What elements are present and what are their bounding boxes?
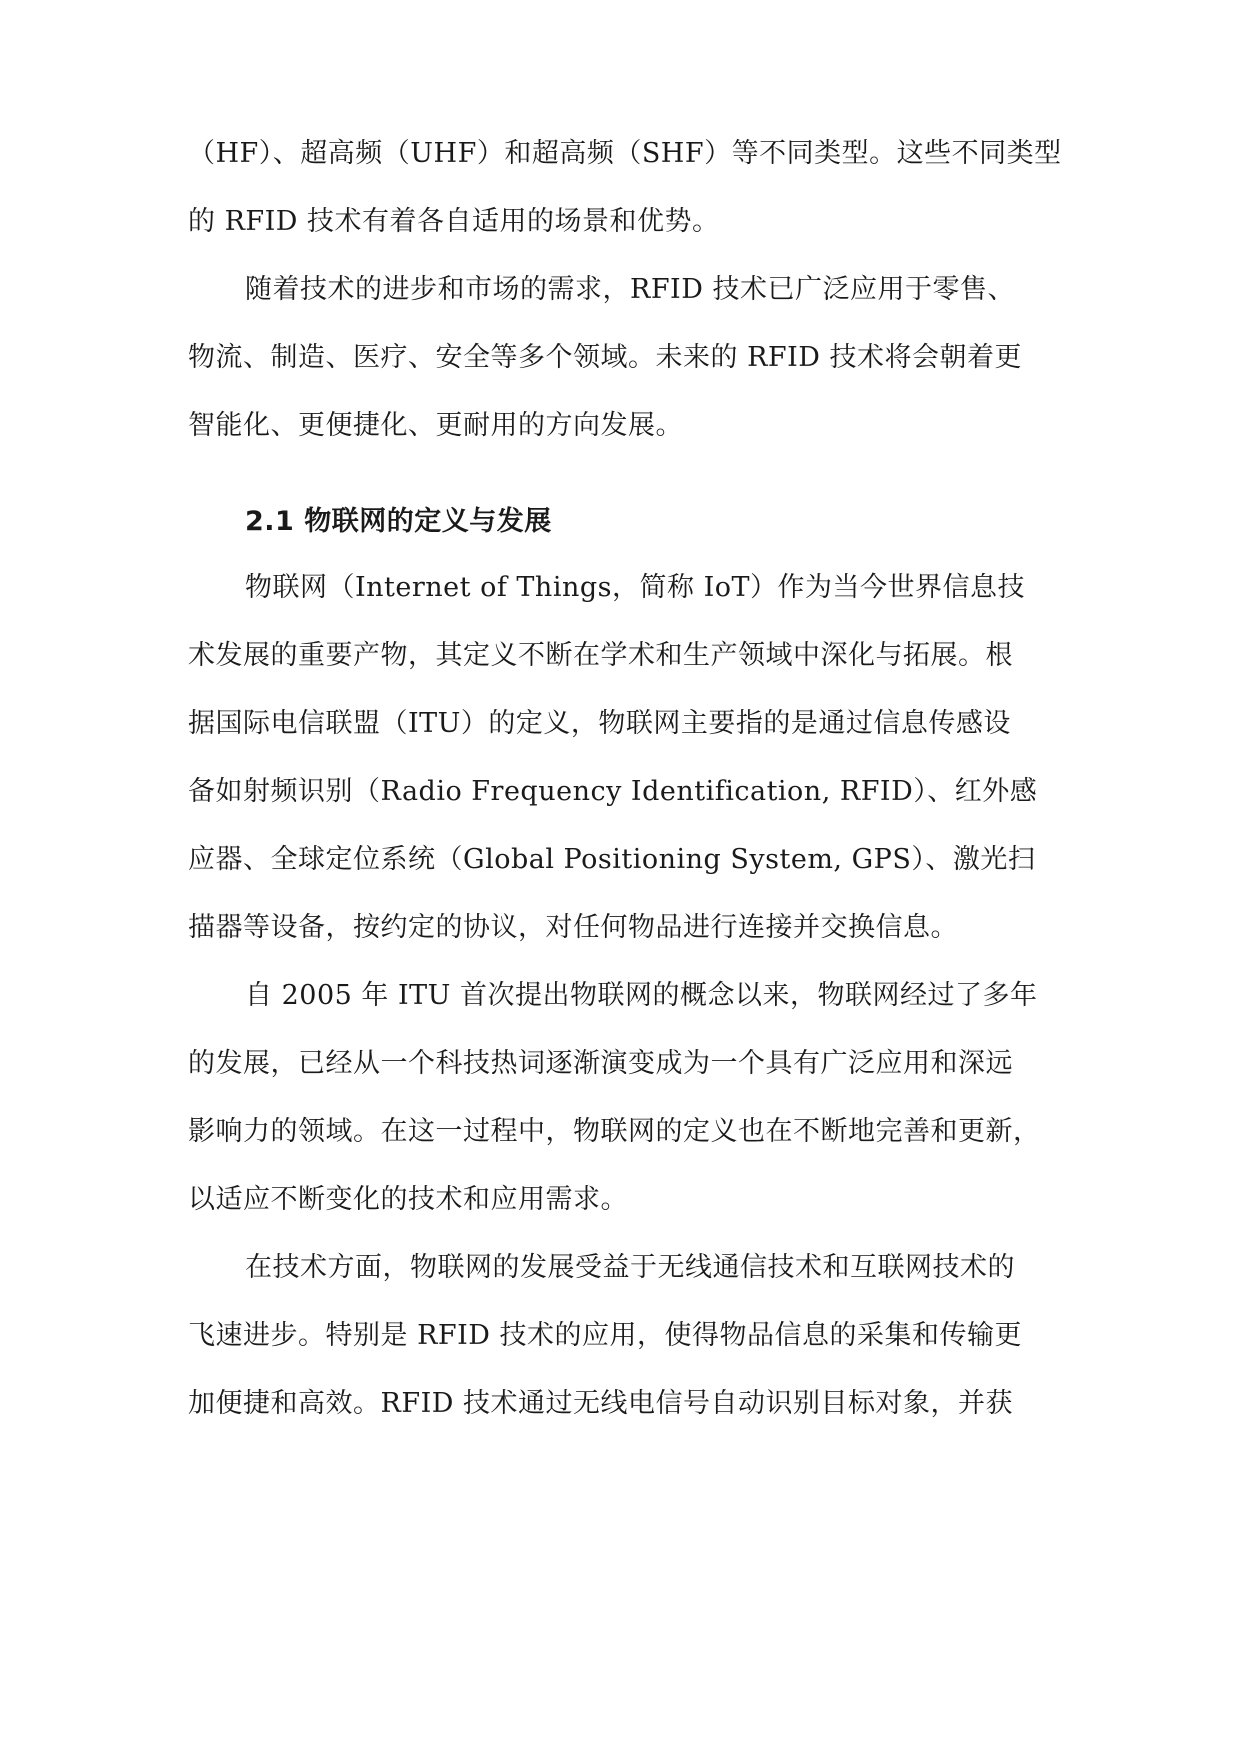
paragraph-line: 飞速进步。特别是 RFID 技术的应用，使得物品信息的采集和传输更 (188, 1320, 1023, 1351)
paragraph-line: 的 RFID 技术有着各自适用的场景和优势。 (188, 206, 720, 237)
paragraph-line: 的发展，已经从一个科技热词逐渐演变成为一个具有广泛应用和深远 (188, 1048, 1013, 1079)
paragraph-line: 以适应不断变化的技术和应用需求。 (188, 1184, 628, 1215)
paragraph-line: 随着技术的进步和市场的需求，RFID 技术已广泛应用于零售、 (245, 274, 1015, 305)
paragraph-line: 影响力的领域。在这一过程中，物联网的定义也在不断地完善和更新， (188, 1116, 1041, 1147)
paragraph-line: 加便捷和高效。RFID 技术通过无线电信号自动识别目标对象，并获 (188, 1388, 1013, 1419)
paragraph-line: 术发展的重要产物，其定义不断在学术和生产领域中深化与拓展。根 (188, 640, 1013, 671)
paragraph-line: 自 2005 年 ITU 首次提出物联网的概念以来，物联网经过了多年 (245, 980, 1038, 1011)
paragraph-line: 应器、全球定位系统（Global Positioning System, GPS）、激光扫 (188, 844, 1036, 875)
paragraph-line: 物联网（Internet of Things，简称 IoT）作为当今世界信息技 (245, 572, 1025, 603)
paragraph-line: （HF）、超高频（UHF）和超高频（SHF）等不同类型。这些不同类型 (188, 138, 1062, 169)
paragraph-line: 智能化、更便捷化、更耐用的方向发展。 (188, 410, 683, 441)
paragraph-line: 描器等设备，按约定的协议，对任何物品进行连接并交换信息。 (188, 912, 958, 943)
paragraph-line: 物流、制造、医疗、安全等多个领域。未来的 RFID 技术将会朝着更 (188, 342, 1023, 373)
section-heading: 2.1 物联网的定义与发展 (245, 506, 552, 537)
paragraph-line: 备如射频识别（Radio Frequency Identification, RFID）、红外感 (188, 776, 1038, 807)
paragraph-line: 据国际电信联盟（ITU）的定义，物联网主要指的是通过信息传感设 (188, 708, 1011, 739)
paragraph-line: 在技术方面，物联网的发展受益于无线通信技术和互联网技术的 (245, 1252, 1015, 1283)
